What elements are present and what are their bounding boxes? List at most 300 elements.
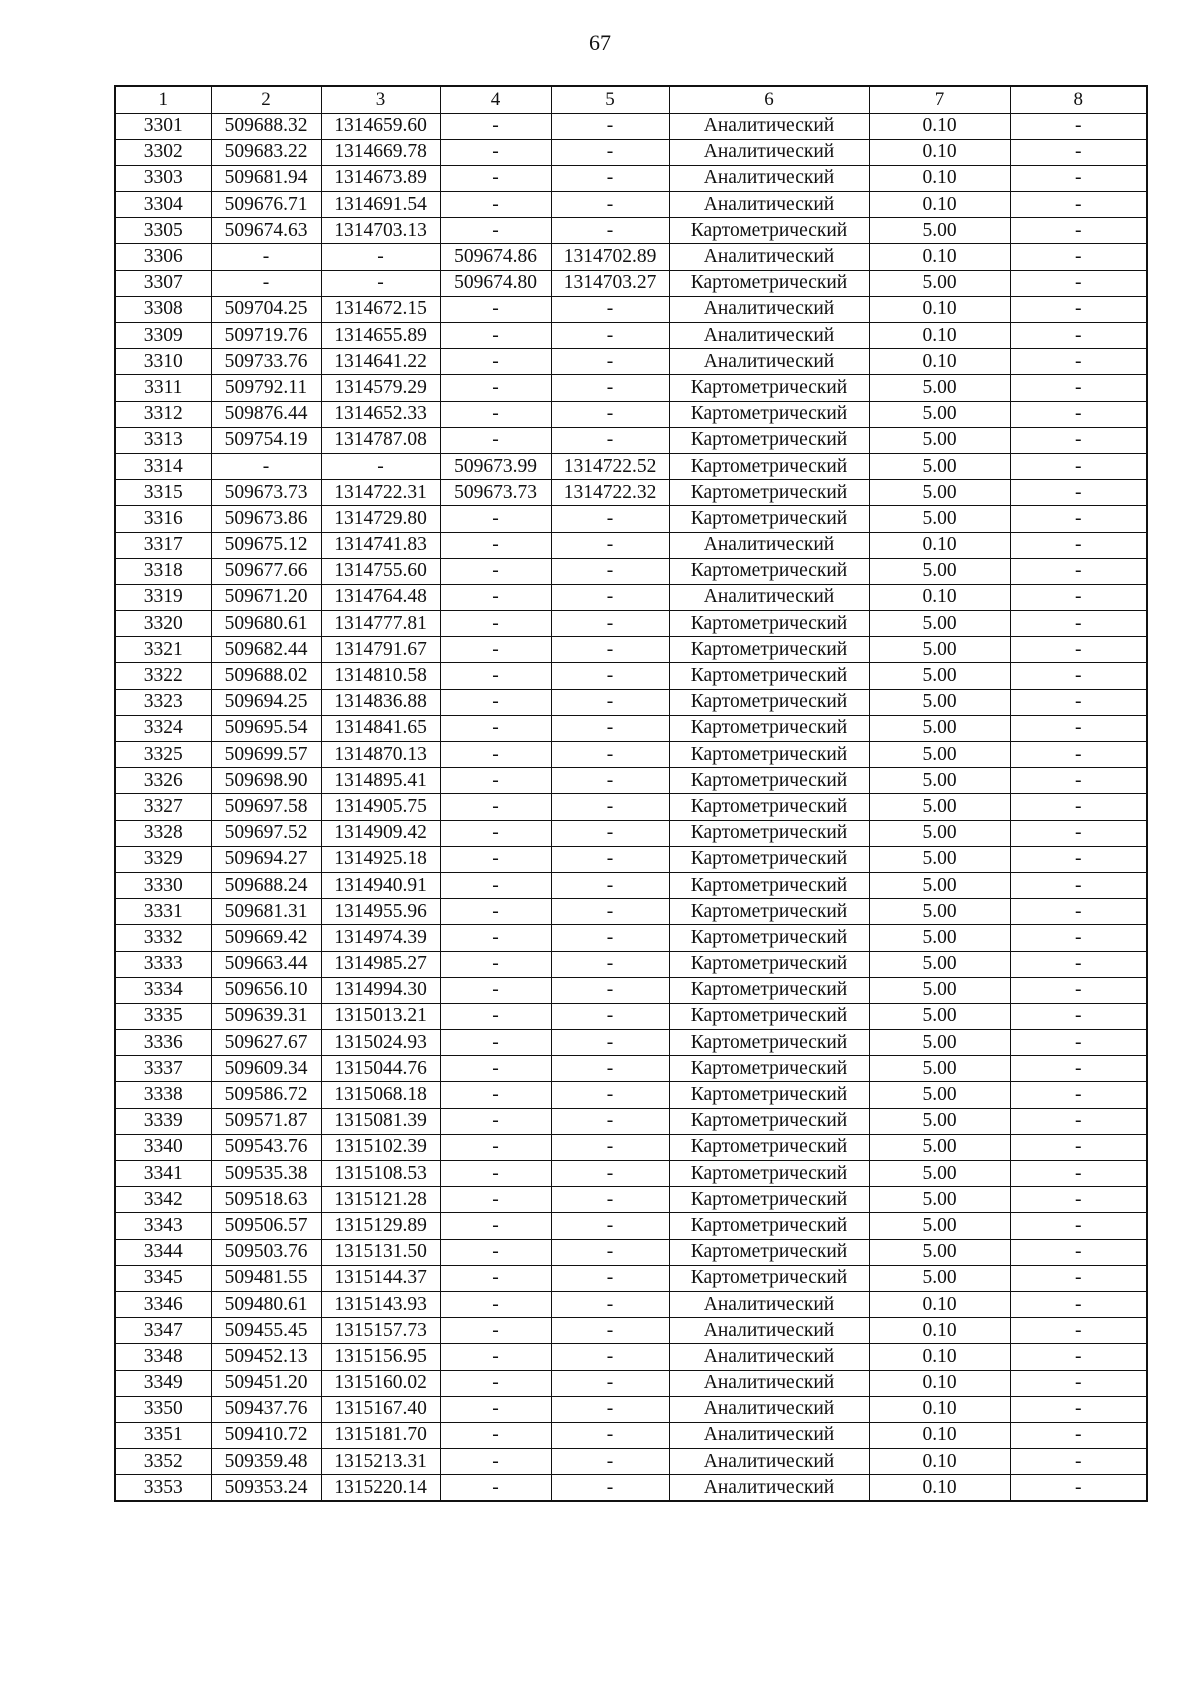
accuracy-cell: 5.00 (869, 820, 1010, 846)
x-coordinate-cell: 509609.34 (211, 1056, 321, 1082)
accuracy-cell: 5.00 (869, 689, 1010, 715)
accuracy-cell: 0.10 (869, 323, 1010, 349)
table-header-row (115, 86, 1147, 113)
x-coordinate-cell: 509503.76 (211, 1239, 321, 1265)
y-coordinate-cell: 1315220.14 (321, 1475, 440, 1501)
accuracy-cell: 0.10 (869, 1370, 1010, 1396)
x-coordinate-cell: 509719.76 (211, 323, 321, 349)
method-cell: Картометрический (669, 768, 869, 794)
table-row (115, 846, 1147, 872)
point-number-cell: 3304 (115, 192, 211, 218)
table-row (115, 1370, 1147, 1396)
x-coordinate-alt-cell: - (440, 611, 551, 637)
method-cell: Аналитический (669, 296, 869, 322)
point-number-cell: 3346 (115, 1291, 211, 1317)
accuracy-cell: 0.10 (869, 1318, 1010, 1344)
accuracy-cell: 5.00 (869, 1187, 1010, 1213)
method-cell: Аналитический (669, 1475, 869, 1501)
method-cell: Аналитический (669, 532, 869, 558)
y-coordinate-alt-cell: - (551, 165, 669, 191)
table-row (115, 1134, 1147, 1160)
method-cell: Аналитический (669, 323, 869, 349)
x-coordinate-alt-cell: - (440, 323, 551, 349)
x-coordinate-cell: 509673.86 (211, 506, 321, 532)
method-cell: Картометрический (669, 558, 869, 584)
y-coordinate-alt-cell: - (551, 1370, 669, 1396)
y-coordinate-cell: 1315131.50 (321, 1239, 440, 1265)
note-cell: - (1010, 1422, 1147, 1448)
point-number-cell: 3305 (115, 218, 211, 244)
point-number-cell: 3325 (115, 742, 211, 768)
method-cell: Картометрический (669, 611, 869, 637)
table-row (115, 480, 1147, 506)
accuracy-cell: 5.00 (869, 663, 1010, 689)
x-coordinate-cell: 509674.63 (211, 218, 321, 244)
note-cell: - (1010, 506, 1147, 532)
x-coordinate-alt-cell: - (440, 1291, 551, 1317)
column-header: 3 (321, 86, 440, 113)
x-coordinate-alt-cell: - (440, 349, 551, 375)
table-row (115, 270, 1147, 296)
method-cell: Картометрический (669, 899, 869, 925)
x-coordinate-alt-cell: - (440, 401, 551, 427)
y-coordinate-alt-cell: - (551, 899, 669, 925)
method-cell: Аналитический (669, 349, 869, 375)
y-coordinate-alt-cell: - (551, 113, 669, 139)
accuracy-cell: 0.10 (869, 1344, 1010, 1370)
note-cell: - (1010, 558, 1147, 584)
table-row (115, 375, 1147, 401)
x-coordinate-cell: 509481.55 (211, 1265, 321, 1291)
method-cell: Картометрический (669, 453, 869, 479)
note-cell: - (1010, 1291, 1147, 1317)
note-cell: - (1010, 1161, 1147, 1187)
x-coordinate-cell: 509695.54 (211, 715, 321, 741)
table-row (115, 977, 1147, 1003)
x-coordinate-cell: 509677.66 (211, 558, 321, 584)
x-coordinate-alt-cell: - (440, 1161, 551, 1187)
note-cell: - (1010, 349, 1147, 375)
accuracy-cell: 5.00 (869, 401, 1010, 427)
accuracy-cell: 5.00 (869, 1082, 1010, 1108)
accuracy-cell: 5.00 (869, 977, 1010, 1003)
note-cell: - (1010, 244, 1147, 270)
y-coordinate-alt-cell: - (551, 611, 669, 637)
point-number-cell: 3344 (115, 1239, 211, 1265)
note-cell: - (1010, 296, 1147, 322)
point-number-cell: 3313 (115, 427, 211, 453)
table-row (115, 1475, 1147, 1501)
x-coordinate-alt-cell: - (440, 1213, 551, 1239)
point-number-cell: 3319 (115, 584, 211, 610)
x-coordinate-cell: 509410.72 (211, 1422, 321, 1448)
x-coordinate-alt-cell: - (440, 532, 551, 558)
note-cell: - (1010, 165, 1147, 191)
table-row (115, 1030, 1147, 1056)
note-cell: - (1010, 689, 1147, 715)
y-coordinate-cell: - (321, 244, 440, 270)
x-coordinate-alt-cell: - (440, 689, 551, 715)
x-coordinate-alt-cell: - (440, 1239, 551, 1265)
accuracy-cell: 5.00 (869, 1030, 1010, 1056)
x-coordinate-alt-cell: - (440, 113, 551, 139)
accuracy-cell: 5.00 (869, 506, 1010, 532)
y-coordinate-alt-cell: - (551, 1161, 669, 1187)
table-row (115, 218, 1147, 244)
y-coordinate-alt-cell: - (551, 742, 669, 768)
method-cell: Картометрический (669, 1082, 869, 1108)
x-coordinate-alt-cell: - (440, 846, 551, 872)
method-cell: Картометрический (669, 1187, 869, 1213)
y-coordinate-alt-cell: - (551, 1318, 669, 1344)
point-number-cell: 3336 (115, 1030, 211, 1056)
point-number-cell: 3314 (115, 453, 211, 479)
note-cell: - (1010, 846, 1147, 872)
column-header: 6 (669, 86, 869, 113)
x-coordinate-cell: - (211, 270, 321, 296)
x-coordinate-alt-cell: - (440, 1056, 551, 1082)
accuracy-cell: 0.10 (869, 1475, 1010, 1501)
x-coordinate-cell: 509675.12 (211, 532, 321, 558)
y-coordinate-alt-cell: - (551, 1344, 669, 1370)
y-coordinate-cell: 1315108.53 (321, 1161, 440, 1187)
column-header: 7 (869, 86, 1010, 113)
x-coordinate-alt-cell: - (440, 139, 551, 165)
y-coordinate-alt-cell: - (551, 192, 669, 218)
point-number-cell: 3326 (115, 768, 211, 794)
x-coordinate-cell: 509627.67 (211, 1030, 321, 1056)
x-coordinate-alt-cell: - (440, 768, 551, 794)
x-coordinate-alt-cell: - (440, 427, 551, 453)
point-number-cell: 3306 (115, 244, 211, 270)
x-coordinate-cell: 509437.76 (211, 1396, 321, 1422)
note-cell: - (1010, 480, 1147, 506)
note-cell: - (1010, 1134, 1147, 1160)
point-number-cell: 3320 (115, 611, 211, 637)
x-coordinate-alt-cell: - (440, 1134, 551, 1160)
x-coordinate-alt-cell: - (440, 558, 551, 584)
x-coordinate-cell: 509671.20 (211, 584, 321, 610)
x-coordinate-alt-cell: - (440, 1344, 551, 1370)
y-coordinate-cell: 1314810.58 (321, 663, 440, 689)
point-number-cell: 3321 (115, 637, 211, 663)
accuracy-cell: 0.10 (869, 1422, 1010, 1448)
y-coordinate-alt-cell: - (551, 375, 669, 401)
table-row (115, 165, 1147, 191)
accuracy-cell: 5.00 (869, 270, 1010, 296)
table-row (115, 1344, 1147, 1370)
x-coordinate-cell: 509535.38 (211, 1161, 321, 1187)
note-cell: - (1010, 532, 1147, 558)
table-row (115, 113, 1147, 139)
x-coordinate-cell: 509754.19 (211, 427, 321, 453)
x-coordinate-cell: 509673.73 (211, 480, 321, 506)
method-cell: Картометрический (669, 506, 869, 532)
x-coordinate-alt-cell: - (440, 506, 551, 532)
point-number-cell: 3347 (115, 1318, 211, 1344)
x-coordinate-cell: 509792.11 (211, 375, 321, 401)
y-coordinate-alt-cell: - (551, 1082, 669, 1108)
table-row (115, 1239, 1147, 1265)
x-coordinate-alt-cell: - (440, 794, 551, 820)
point-number-cell: 3331 (115, 899, 211, 925)
point-number-cell: 3329 (115, 846, 211, 872)
x-coordinate-alt-cell: - (440, 742, 551, 768)
note-cell: - (1010, 1003, 1147, 1029)
method-cell: Картометрический (669, 794, 869, 820)
y-coordinate-alt-cell: - (551, 1213, 669, 1239)
y-coordinate-cell: 1314994.30 (321, 977, 440, 1003)
y-coordinate-alt-cell: - (551, 1449, 669, 1475)
method-cell: Аналитический (669, 1318, 869, 1344)
note-cell: - (1010, 1265, 1147, 1291)
y-coordinate-alt-cell: - (551, 1291, 669, 1317)
accuracy-cell: 5.00 (869, 872, 1010, 898)
note-cell: - (1010, 323, 1147, 349)
y-coordinate-alt-cell: - (551, 1187, 669, 1213)
x-coordinate-cell: 509669.42 (211, 925, 321, 951)
method-cell: Аналитический (669, 1449, 869, 1475)
note-cell: - (1010, 820, 1147, 846)
y-coordinate-cell: 1314691.54 (321, 192, 440, 218)
method-cell: Аналитический (669, 1370, 869, 1396)
x-coordinate-alt-cell: - (440, 584, 551, 610)
point-number-cell: 3340 (115, 1134, 211, 1160)
x-coordinate-alt-cell: - (440, 1396, 551, 1422)
y-coordinate-cell: 1314764.48 (321, 584, 440, 610)
point-number-cell: 3343 (115, 1213, 211, 1239)
y-coordinate-alt-cell: - (551, 506, 669, 532)
y-coordinate-cell: 1314841.65 (321, 715, 440, 741)
x-coordinate-cell: 509876.44 (211, 401, 321, 427)
x-coordinate-cell: 509680.61 (211, 611, 321, 637)
accuracy-cell: 0.10 (869, 584, 1010, 610)
y-coordinate-cell: 1314729.80 (321, 506, 440, 532)
method-cell: Картометрический (669, 951, 869, 977)
column-header: 5 (551, 86, 669, 113)
table-row (115, 715, 1147, 741)
x-coordinate-cell: 509697.58 (211, 794, 321, 820)
y-coordinate-alt-cell: - (551, 139, 669, 165)
x-coordinate-cell: 509506.57 (211, 1213, 321, 1239)
x-coordinate-cell: 509543.76 (211, 1134, 321, 1160)
point-number-cell: 3312 (115, 401, 211, 427)
point-number-cell: 3309 (115, 323, 211, 349)
x-coordinate-cell: 509359.48 (211, 1449, 321, 1475)
x-coordinate-alt-cell: - (440, 951, 551, 977)
note-cell: - (1010, 1056, 1147, 1082)
y-coordinate-cell: - (321, 453, 440, 479)
note-cell: - (1010, 1239, 1147, 1265)
accuracy-cell: 0.10 (869, 1396, 1010, 1422)
x-coordinate-alt-cell: - (440, 192, 551, 218)
table-row (115, 1082, 1147, 1108)
note-cell: - (1010, 611, 1147, 637)
x-coordinate-alt-cell: - (440, 977, 551, 1003)
point-number-cell: 3342 (115, 1187, 211, 1213)
table-row (115, 1003, 1147, 1029)
note-cell: - (1010, 584, 1147, 610)
y-coordinate-alt-cell: - (551, 1265, 669, 1291)
point-number-cell: 3349 (115, 1370, 211, 1396)
table-row (115, 1187, 1147, 1213)
table-row (115, 637, 1147, 663)
point-number-cell: 3308 (115, 296, 211, 322)
y-coordinate-alt-cell: - (551, 872, 669, 898)
page-number: 67 (589, 30, 611, 55)
y-coordinate-alt-cell: - (551, 1056, 669, 1082)
y-coordinate-alt-cell: - (551, 925, 669, 951)
y-coordinate-cell: 1315143.93 (321, 1291, 440, 1317)
y-coordinate-cell: 1314870.13 (321, 742, 440, 768)
point-number-cell: 3348 (115, 1344, 211, 1370)
y-coordinate-cell: 1315157.73 (321, 1318, 440, 1344)
y-coordinate-alt-cell: - (551, 558, 669, 584)
y-coordinate-cell: 1314787.08 (321, 427, 440, 453)
accuracy-cell: 0.10 (869, 1449, 1010, 1475)
y-coordinate-cell: 1315156.95 (321, 1344, 440, 1370)
y-coordinate-alt-cell: - (551, 794, 669, 820)
y-coordinate-alt-cell: - (551, 1003, 669, 1029)
table-row (115, 951, 1147, 977)
x-coordinate-alt-cell: - (440, 1422, 551, 1448)
method-cell: Аналитический (669, 1291, 869, 1317)
accuracy-cell: 5.00 (869, 1239, 1010, 1265)
x-coordinate-cell: 509698.90 (211, 768, 321, 794)
x-coordinate-cell: 509688.32 (211, 113, 321, 139)
point-number-cell: 3351 (115, 1422, 211, 1448)
y-coordinate-alt-cell: - (551, 768, 669, 794)
table-row (115, 532, 1147, 558)
note-cell: - (1010, 375, 1147, 401)
point-number-cell: 3310 (115, 349, 211, 375)
accuracy-cell: 5.00 (869, 768, 1010, 794)
y-coordinate-alt-cell: 1314703.27 (551, 270, 669, 296)
x-coordinate-alt-cell: - (440, 218, 551, 244)
accuracy-cell: 5.00 (869, 742, 1010, 768)
point-number-cell: 3337 (115, 1056, 211, 1082)
y-coordinate-alt-cell: - (551, 1030, 669, 1056)
note-cell: - (1010, 1370, 1147, 1396)
note-cell: - (1010, 872, 1147, 898)
x-coordinate-cell: 509518.63 (211, 1187, 321, 1213)
x-coordinate-cell: 509451.20 (211, 1370, 321, 1396)
point-number-cell: 3328 (115, 820, 211, 846)
accuracy-cell: 5.00 (869, 794, 1010, 820)
table-row (115, 663, 1147, 689)
x-coordinate-cell: 509571.87 (211, 1108, 321, 1134)
accuracy-cell: 5.00 (869, 637, 1010, 663)
y-coordinate-cell: 1314895.41 (321, 768, 440, 794)
accuracy-cell: 5.00 (869, 1134, 1010, 1160)
point-number-cell: 3323 (115, 689, 211, 715)
x-coordinate-cell: 509676.71 (211, 192, 321, 218)
note-cell: - (1010, 139, 1147, 165)
y-coordinate-alt-cell: - (551, 401, 669, 427)
table-row (115, 1291, 1147, 1317)
point-number-cell: 3332 (115, 925, 211, 951)
y-coordinate-alt-cell: - (551, 532, 669, 558)
accuracy-cell: 5.00 (869, 1213, 1010, 1239)
y-coordinate-cell: 1314659.60 (321, 113, 440, 139)
note-cell: - (1010, 427, 1147, 453)
table-row (115, 925, 1147, 951)
x-coordinate-alt-cell: - (440, 1187, 551, 1213)
point-number-cell: 3353 (115, 1475, 211, 1501)
point-number-cell: 3322 (115, 663, 211, 689)
y-coordinate-alt-cell: - (551, 323, 669, 349)
y-coordinate-alt-cell: - (551, 1134, 669, 1160)
method-cell: Картометрический (669, 401, 869, 427)
table-row (115, 794, 1147, 820)
x-coordinate-cell: 509688.24 (211, 872, 321, 898)
table-row (115, 192, 1147, 218)
point-number-cell: 3341 (115, 1161, 211, 1187)
note-cell: - (1010, 977, 1147, 1003)
point-number-cell: 3324 (115, 715, 211, 741)
y-coordinate-alt-cell: - (551, 637, 669, 663)
method-cell: Аналитический (669, 244, 869, 270)
table-row (115, 558, 1147, 584)
note-cell: - (1010, 1318, 1147, 1344)
y-coordinate-alt-cell: - (551, 1396, 669, 1422)
method-cell: Аналитический (669, 192, 869, 218)
method-cell: Картометрический (669, 715, 869, 741)
method-cell: Картометрический (669, 1134, 869, 1160)
accuracy-cell: 5.00 (869, 951, 1010, 977)
y-coordinate-alt-cell: - (551, 715, 669, 741)
x-coordinate-alt-cell: - (440, 637, 551, 663)
point-number-cell: 3318 (115, 558, 211, 584)
table-body (115, 86, 1147, 1501)
y-coordinate-cell: 1314673.89 (321, 165, 440, 191)
y-coordinate-alt-cell: - (551, 689, 669, 715)
point-number-cell: 3350 (115, 1396, 211, 1422)
method-cell: Картометрический (669, 1030, 869, 1056)
y-coordinate-cell: 1314955.96 (321, 899, 440, 925)
point-number-cell: 3301 (115, 113, 211, 139)
point-number-cell: 3315 (115, 480, 211, 506)
accuracy-cell: 0.10 (869, 244, 1010, 270)
coordinates-table (114, 85, 1148, 1502)
y-coordinate-cell: 1315068.18 (321, 1082, 440, 1108)
table-row (115, 401, 1147, 427)
y-coordinate-cell: 1315121.28 (321, 1187, 440, 1213)
method-cell: Картометрический (669, 1213, 869, 1239)
y-coordinate-cell: 1314722.31 (321, 480, 440, 506)
method-cell: Аналитический (669, 1396, 869, 1422)
x-coordinate-alt-cell: - (440, 663, 551, 689)
method-cell: Картометрический (669, 375, 869, 401)
x-coordinate-alt-cell: - (440, 872, 551, 898)
y-coordinate-alt-cell: - (551, 427, 669, 453)
method-cell: Картометрический (669, 742, 869, 768)
note-cell: - (1010, 1396, 1147, 1422)
y-coordinate-cell: 1314655.89 (321, 323, 440, 349)
x-coordinate-alt-cell: - (440, 165, 551, 191)
accuracy-cell: 5.00 (869, 427, 1010, 453)
accuracy-cell: 5.00 (869, 218, 1010, 244)
table-row (115, 296, 1147, 322)
y-coordinate-alt-cell: 1314722.52 (551, 453, 669, 479)
y-coordinate-cell: 1314791.67 (321, 637, 440, 663)
accuracy-cell: 0.10 (869, 165, 1010, 191)
x-coordinate-cell: 509681.31 (211, 899, 321, 925)
y-coordinate-alt-cell: - (551, 584, 669, 610)
x-coordinate-cell: 509682.44 (211, 637, 321, 663)
table-row (115, 689, 1147, 715)
accuracy-cell: 5.00 (869, 1108, 1010, 1134)
